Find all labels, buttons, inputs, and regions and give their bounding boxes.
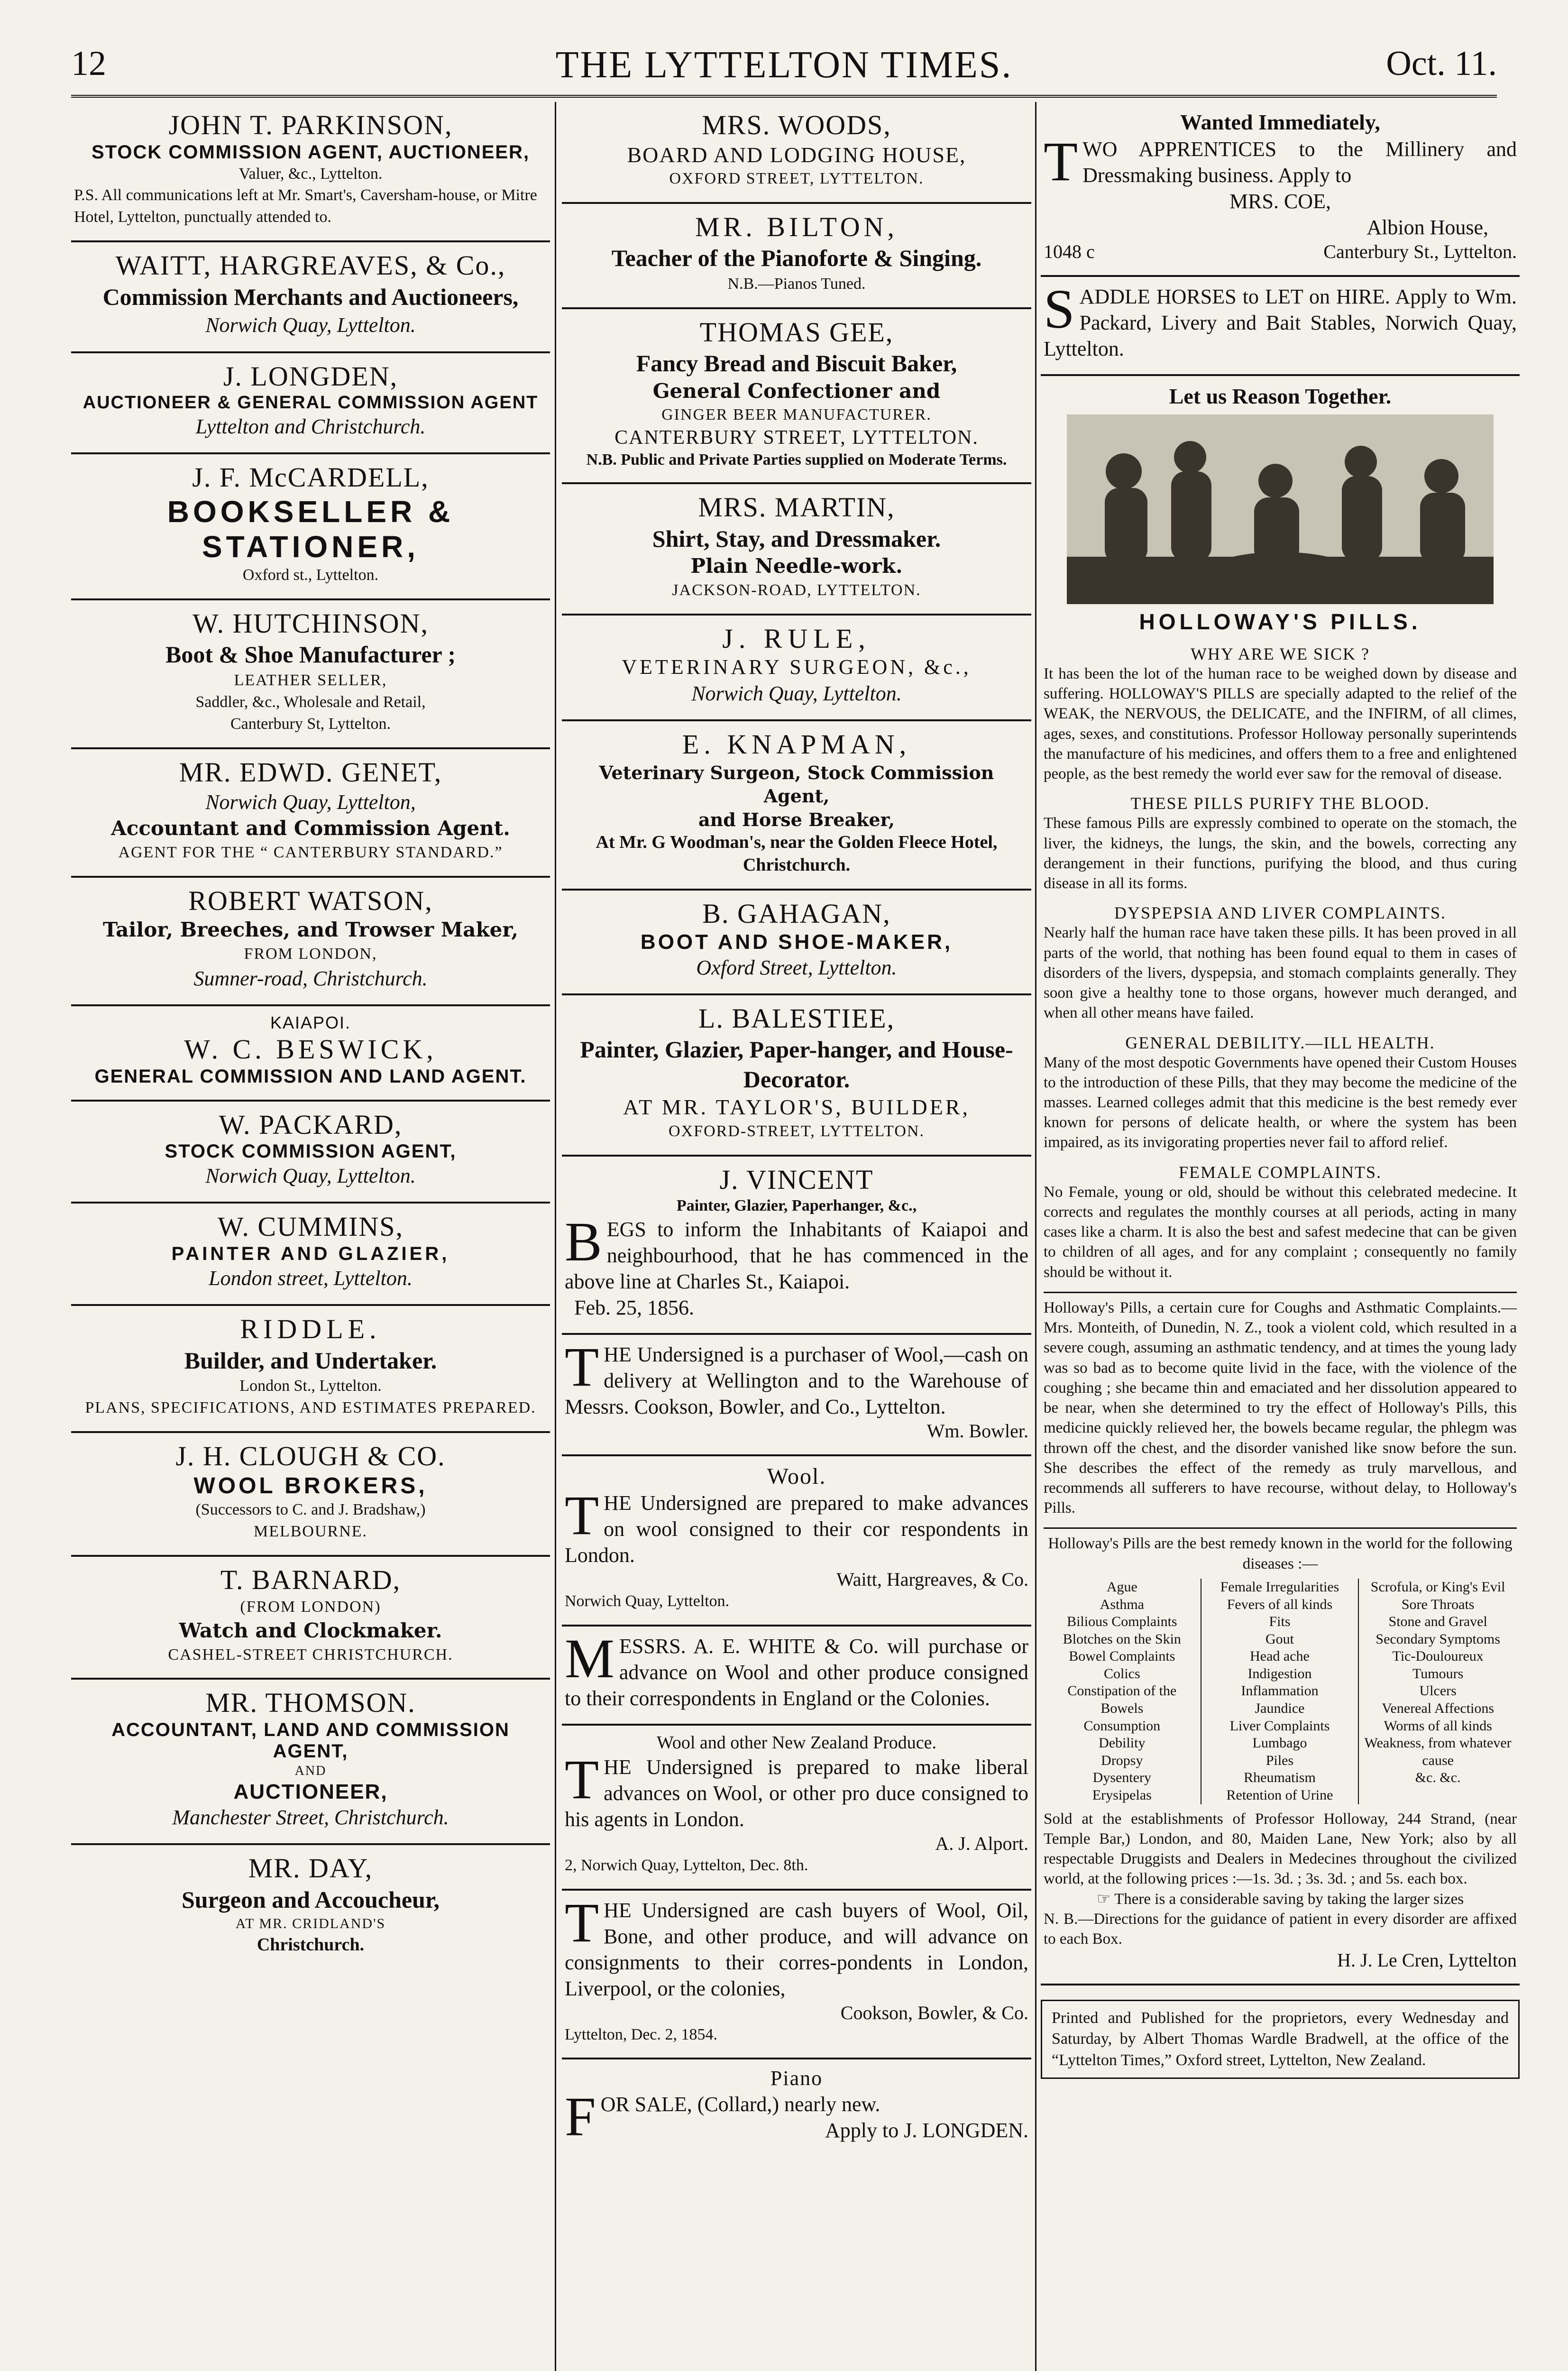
figure-head xyxy=(1424,459,1458,493)
advertiser-name: T. BARNARD, xyxy=(220,1564,401,1595)
ad-address: Norwich Quay, Lyttelton. xyxy=(565,1592,730,1610)
ad-date: Feb. 25, 1856. xyxy=(574,1296,694,1319)
ad-body: HE Undersigned are prepared to make advances on wool consigned to their cor respondents in London. xyxy=(565,1491,1028,1567)
ad-number: 1048 c xyxy=(1044,240,1095,262)
ad-address: Sumner-road, Christchurch. xyxy=(193,966,428,990)
ad-address: CASHEL-STREET CHRISTCHURCH. xyxy=(168,1645,453,1663)
ad-balestiee xyxy=(562,995,1031,1157)
ailment-item: Consumption xyxy=(1083,1718,1161,1734)
ailment-item: Bilious Complaints xyxy=(1067,1614,1177,1630)
ad-signature: Cookson, Bowler, & Co. xyxy=(840,2002,1028,2023)
advertiser-role: Fancy Bread and Biscuit Baker, xyxy=(636,350,957,377)
advertiser-role: Surgeon and Accoucheur, xyxy=(181,1886,440,1913)
ad-line: KAIAPOI. xyxy=(270,1013,351,1033)
section-heading: THESE PILLS PURIFY THE BLOOD. xyxy=(1130,794,1430,813)
ad-body: ADDLE HORSES to LET on HIRE. Apply to Wm. Packard, Livery and Bait Stables, Norwich Quay, Lyttelton. xyxy=(1044,285,1517,360)
advertiser-role: Painter, Glazier, Paper-hanger, and House-Decorator. xyxy=(580,1036,1013,1093)
ad-cummins xyxy=(71,1204,550,1306)
ad-body: ESSRS. A. E. WHITE & Co. will purchase or advance on Wool and other produce consigned to their correspondents in England or the Colonies. xyxy=(565,1635,1028,1710)
ad-signature: Wm. Bowler. xyxy=(926,1420,1028,1442)
ad-signature: A. J. Alport. xyxy=(935,1832,1028,1854)
ad-body: OR SALE, (Collard,) nearly new. xyxy=(600,2093,880,2116)
ad-beswick xyxy=(71,1006,550,1102)
figure-head xyxy=(1345,446,1377,478)
ailment-item: Stone and Gravel xyxy=(1388,1614,1487,1630)
ad-day xyxy=(71,1845,550,1968)
advertiser-role: Tailor, Breeches, and Trowser Maker, xyxy=(102,918,519,942)
advertiser-role: WOOL BROKERS, xyxy=(193,1473,428,1498)
figure-head xyxy=(1106,453,1142,489)
advertiser-role: Watch and Clockmaker. xyxy=(179,1619,442,1642)
section-body: No Female, young or old, should be without this celebrated medecine. It corrects and regulates the monthly courses at all periods, acting in many cases like a charm. It is also the best and safest medecine that can be given to children of all ages, and for any complaint ; consequently no family should be without it. xyxy=(1044,1183,1517,1281)
ad-heading: Piano xyxy=(770,2067,823,2090)
ailment-item: Inflammation xyxy=(1241,1683,1319,1699)
ad-cookson xyxy=(562,1891,1031,2060)
advertiser-name: ROBERT WATSON, xyxy=(188,885,433,916)
ad-martin xyxy=(562,484,1031,616)
brand-title: HOLLOWAY'S PILLS. xyxy=(1139,609,1421,634)
figure-body xyxy=(1420,493,1465,564)
advertiser-name: WAITT, HARGREAVES, & Co., xyxy=(115,250,506,281)
ad-rule xyxy=(562,616,1031,722)
ailment-item: Colics xyxy=(1103,1665,1140,1682)
ad-wool xyxy=(562,1456,1031,1627)
ailment-item: Indigestion xyxy=(1247,1665,1312,1682)
section-heading: DYSPEPSIA AND LIVER COMPLAINTS. xyxy=(1114,903,1447,923)
section-body: Many of the most despotic Governments have opened their Custom Houses to the introduction of these Pills, that they may become the medicine of the masses. Learned colleges admit that this medicine is the best remedy ever known for persons of delicate health, or where the system has been impaired, as its invigorating properties never fail to afford relief. xyxy=(1044,1054,1517,1151)
ad-address: Christchurch. xyxy=(257,1934,365,1955)
ad-address: Oxford Street, Lyttelton. xyxy=(696,956,897,979)
ad-bilton xyxy=(562,204,1031,309)
ailment-item: Tumours xyxy=(1412,1665,1464,1682)
ad-address: MELBOURNE. xyxy=(253,1522,368,1540)
ad-address: OXFORD-STREET, LYTTELTON. xyxy=(669,1122,925,1140)
masthead xyxy=(71,38,1497,85)
advertiser-role: Accountant and Commission Agent. xyxy=(111,817,510,840)
ailment-item: Piles xyxy=(1265,1752,1294,1768)
advertiser-role: STOCK COMMISSION AGENT, AUCTIONEER, xyxy=(91,141,530,163)
ad-watson xyxy=(71,878,550,1006)
testimonial-body: Holloway's Pills, a certain cure for Coughs and Asthmatic Complaints.—Mrs. Monteith, of Dunedin, N. Z., took a violent cold, which resulted in a severe cough, assuming an asthmatic tendency, and at times the young lady was so bad as to become quite livid in the face, with the violence of the coughing ; she became thin and emaciated and her dissolution appeared to be near, when she determined to try the effect of Holloway's Pills, this medicine quickly relieved her, the bowels became regular, the phlegm was thrown off the chest, and the disorder vanished like snow before the sun. She describes the effect of the remedy as truly marvellous, and recommends all sufferers to have recourse, without delay, to Holloway's Pills. xyxy=(1044,1292,1517,1518)
newspaper-title: THE LYTTELTON TIMES. xyxy=(555,44,1013,86)
advertiser-role: VETERINARY SURGEON, &c., xyxy=(622,655,972,679)
ad-line: AGENT FOR THE “ CANTERBURY STANDARD.” xyxy=(118,843,503,861)
section-body: It has been the lot of the human race to be weighed down by disease and suffering. HOLLOWAY'S PILLS are specially adapted to the relief of the WEAK, the NERVOUS, the DELICATE, and the INFIRM, of all climes, ages, sexes, and constitutions. Professor Holloway personally superintends the manufacture of his medicines, and offers them to a free and enlightened people, as the best remedy the world ever saw for the removal of disease. xyxy=(1044,665,1517,783)
ailment-item: Female Irregularities xyxy=(1220,1579,1339,1595)
ailment-item: Debility xyxy=(1099,1735,1146,1751)
advertiser-role: BOARD AND LODGING HOUSE, xyxy=(627,142,966,167)
ailment-item: Liver Complaints xyxy=(1229,1718,1330,1734)
ad-address: Norwich Quay, Lyttelton. xyxy=(205,313,416,337)
ailment-item: Scrofula, or King's Evil xyxy=(1370,1579,1505,1595)
ad-address: OXFORD STREET, LYTTELTON. xyxy=(669,169,924,187)
ad-line: AND xyxy=(294,1764,327,1779)
ad-address: Oxford st., Lyttelton. xyxy=(242,566,379,584)
ailment-item: Venereal Affections xyxy=(1382,1700,1495,1717)
ad-bowler xyxy=(562,1335,1031,1456)
ad-white xyxy=(562,1627,1031,1726)
ailment-item: Gout xyxy=(1265,1631,1294,1647)
ad-address: Manchester Street, Christchurch. xyxy=(172,1805,449,1829)
ad-body: HE Undersigned are cash buyers of Wool, Oil, Bone, and other produce, and will advance on consignments to their corres-pondents in London, Liverpool, or the colonies, xyxy=(565,1898,1028,2000)
advertiser-name: L. BALESTIEE, xyxy=(698,1002,895,1034)
ad-heading: Wool. xyxy=(767,1463,826,1489)
ad-hutchinson xyxy=(71,600,550,749)
column-1 xyxy=(71,102,550,2371)
advertiser-role: AUCTIONEER, xyxy=(233,1780,388,1803)
saving-note: ☞ There is a considerable saving by taking the larger sizes xyxy=(1096,1890,1464,1908)
ad-gahagan xyxy=(562,891,1031,995)
page-number: 12 xyxy=(71,44,106,83)
column-divider xyxy=(555,102,556,2371)
ailment-item: Tic-Douloureux xyxy=(1392,1648,1484,1664)
ad-address: Canterbury St., Lyttelton. xyxy=(1323,240,1517,262)
figure-head xyxy=(1258,464,1293,498)
advertiser-name: JOHN T. PARKINSON, xyxy=(168,110,453,140)
drop-cap: T xyxy=(565,1748,599,1810)
ad-vincent xyxy=(562,1157,1031,1335)
advertiser-name: MRS. MARTIN, xyxy=(698,492,895,523)
ailment-item: Jaundice xyxy=(1255,1700,1305,1717)
advertiser-name: W. C. BESWICK, xyxy=(184,1034,437,1065)
ailment-item: Rheumatism xyxy=(1244,1770,1316,1786)
ailment-item: Retention of Urine xyxy=(1226,1787,1333,1803)
ad-line: Apply to J. LONGDEN. xyxy=(825,2119,1028,2142)
advertiser-name: MRS. WOODS, xyxy=(702,110,891,140)
ailments-column xyxy=(1359,1579,1517,1804)
ad-line: (Successors to C. and J. Bradshaw,) xyxy=(195,1500,426,1518)
section-heading: FEMALE COMPLAINTS. xyxy=(1178,1162,1382,1182)
ailment-item: Ague xyxy=(1106,1579,1137,1595)
ad-line: GINGER BEER MANUFACTURER. xyxy=(661,406,932,424)
ad-address: Norwich Quay, Lyttelton. xyxy=(205,1164,416,1188)
column-3 xyxy=(1041,102,1520,2371)
ailment-item: Dysentery xyxy=(1092,1770,1151,1786)
ad-line: FROM LONDON, xyxy=(244,945,377,963)
advertiser-role: and Horse Breaker, xyxy=(698,809,895,830)
figure-body xyxy=(1342,476,1382,561)
section-body: These famous Pills are expressly combined to operate on the stomach, the liver, the kidneys, the lungs, the skin, and the bowels, correcting any derangement in their functions, purifying the blood, and thus curing disease in all its forms. xyxy=(1044,815,1517,892)
ailments-column xyxy=(1044,1579,1201,1804)
advertiser-role: ACCOUNTANT, LAND AND COMMISSION AGENT, xyxy=(111,1719,510,1762)
ad-genet xyxy=(71,749,550,878)
ad-alport xyxy=(562,1726,1031,1890)
advertiser-name: MR. EDWD. GENET, xyxy=(179,756,442,788)
ad-address: Norwich Quay, Lyttelton. xyxy=(691,682,902,706)
ad-line: AT MR. CRIDLAND'S xyxy=(235,1916,386,1932)
advertiser-name: THOMAS GEE, xyxy=(699,316,894,348)
ad-longden xyxy=(71,353,550,455)
advertiser-name: MR. DAY, xyxy=(248,1853,373,1884)
ailment-item: Ulcers xyxy=(1419,1683,1457,1699)
sales-notice: Sold at the establishments of Professor Holloway, 244 Strand, (near Temple Bar,) London, and 80, Maiden Lane, New York; also by all respectable Druggists and Dealers in Medecines throughout the civilized world, at the following prices :—1s. 3d. ; 3s. 3d. ; and 5s. each box. xyxy=(1044,1810,1517,1888)
ad-parkinson xyxy=(71,102,550,242)
ad-clough xyxy=(71,1433,550,1556)
figure-head xyxy=(1174,441,1206,473)
advertiser-name: RIDDLE. xyxy=(240,1314,381,1345)
ad-piano xyxy=(562,2059,1031,2156)
section-heading: WHY ARE WE SICK ? xyxy=(1191,644,1370,663)
advertiser-role: AUCTIONEER & GENERAL COMMISSION AGENT xyxy=(83,393,539,413)
advertiser-name: J. F. McCARDELL, xyxy=(192,462,429,493)
ailments-table xyxy=(1044,1579,1517,1804)
drop-cap: T xyxy=(565,1484,599,1547)
ad-body: HE Undersigned is a purchaser of Wool,—cash on delivery at Wellington and to the Warehouse of Messrs. Cookson, Bowler, and Co., Lyttelton. xyxy=(565,1342,1028,1418)
figure-body xyxy=(1105,488,1147,564)
ad-address: Albion House, xyxy=(1366,215,1488,239)
advertiser-role: Builder, and Undertaker. xyxy=(184,1347,437,1374)
ad-heading: Wanted Immediately, xyxy=(1180,110,1380,134)
advertiser-name: B. GAHAGAN, xyxy=(702,898,891,929)
drop-cap: T xyxy=(1044,130,1078,193)
ailment-item: Weakness, from whatever cause xyxy=(1364,1735,1512,1768)
section-body: Nearly half the human race have taken these pills. It has been proved in all parts of the world, that nothing has been found equal to them in cases of disorders of the livers, dyspepsia, and stomach complaints generally. They soon give a healthy tone to those organs, however much deranged, and when all other means have failed. xyxy=(1044,924,1517,1022)
column-divider xyxy=(1035,102,1036,2371)
ad-address: Norwich Quay, Lyttelton, xyxy=(205,790,416,814)
ailment-item: Fits xyxy=(1269,1614,1291,1630)
column-2 xyxy=(562,102,1031,2371)
ad-line: Valuer, &c., Lyttelton. xyxy=(238,165,383,183)
drop-cap: S xyxy=(1044,277,1075,340)
advertiser-role: PAINTER AND GLAZIER, xyxy=(171,1243,450,1265)
ad-address: Canterbury St, Lyttelton. xyxy=(230,715,391,733)
ad-waitt xyxy=(71,242,550,353)
advertiser-role: Boot & Shoe Manufacturer ; xyxy=(165,641,456,668)
drop-cap: T xyxy=(565,1335,599,1398)
ailment-item: Worms of all kinds xyxy=(1384,1718,1492,1734)
advertiser-name: E. KNAPMAN, xyxy=(682,729,911,760)
advertiser-role: Teacher of the Pianoforte & Singing. xyxy=(611,245,982,272)
ailment-item: Head ache xyxy=(1250,1648,1310,1664)
advertiser-name: J. VINCENT xyxy=(719,1164,874,1195)
masthead-rule xyxy=(71,95,1497,98)
ailment-item: Dropsy xyxy=(1101,1752,1143,1768)
ailment-item: Erysipelas xyxy=(1092,1787,1152,1803)
ad-line: N.B. Public and Private Parties supplied on Moderate Terms. xyxy=(586,450,1007,469)
section-heading: GENERAL DEBILITY.—ILL HEALTH. xyxy=(1125,1033,1435,1052)
ad-address: CANTERBURY STREET, LYTTELTON. xyxy=(614,427,979,449)
ailment-item: Constipation of the Bowels xyxy=(1067,1683,1177,1717)
advertiser-name: MR. BILTON, xyxy=(695,211,898,242)
advertiser-role: Plain Needle-work. xyxy=(690,554,903,578)
ad-line: PLANS, SPECIFICATIONS, AND ESTIMATES PREPARED. xyxy=(85,1399,536,1417)
ailment-item: Sore Throats xyxy=(1401,1596,1475,1612)
advertiser-name: W. CUMMINS, xyxy=(217,1211,404,1242)
ailment-item: Blotches on the Skin xyxy=(1063,1631,1181,1647)
ad-heading: Wool and other New Zealand Produce. xyxy=(657,1733,936,1753)
ad-body: EGS to inform the Inhabitants of Kaiapoi and neighbourhood, that he has commenced in the above line at Charles St., Kaiapoi. xyxy=(565,1217,1028,1293)
engraving-illustration xyxy=(1067,414,1494,604)
advertiser-name: MRS. COE, xyxy=(1229,189,1331,213)
ad-address: Lyttelton, Dec. 2, 1854. xyxy=(565,2025,718,2043)
ad-address: At Mr. G Woodman's, near the Golden Fleece Hotel, Christchurch. xyxy=(596,832,998,875)
ad-line: LEATHER SELLER, xyxy=(234,671,387,689)
ad-packard xyxy=(71,1102,550,1204)
ad-signature: H. J. Le Cren, Lyttelton xyxy=(1337,1949,1517,1971)
advertiser-role: BOOKSELLER & STATIONER, xyxy=(167,494,454,564)
advertiser-role: General Confectioner and xyxy=(652,379,941,403)
ailment-item: Fevers of all kinds xyxy=(1227,1596,1333,1612)
ad-address: 2, Norwich Quay, Lyttelton, Dec. 8th. xyxy=(565,1856,808,1874)
advertiser-name: J. H. CLOUGH & CO. xyxy=(175,1441,446,1472)
ad-saddle-horses xyxy=(1041,277,1520,376)
advertiser-role: Commission Merchants and Auctioneers, xyxy=(102,283,519,310)
advertiser-role: Veterinary Surgeon, Stock Commission Agent, xyxy=(599,762,994,807)
advertiser-role: Painter, Glazier, Paperhanger, &c., xyxy=(676,1197,917,1215)
ad-mccardell xyxy=(71,454,550,600)
ad-body: HE Undersigned is prepared to make liberal advances on Wool, or other pro duce consigned to his agents in London. xyxy=(565,1755,1028,1831)
advertiser-role: Shirt, Stay, and Dressmaker. xyxy=(652,525,941,552)
reclining-figure xyxy=(1209,552,1351,590)
ad-address: London street, Lyttelton. xyxy=(209,1267,413,1290)
figure-body xyxy=(1171,471,1211,561)
ad-woods xyxy=(562,102,1031,204)
ailment-item: Bowel Complaints xyxy=(1069,1648,1175,1664)
advertiser-name: J. RULE, xyxy=(722,623,871,654)
ailment-item: &c. &c. xyxy=(1415,1770,1461,1786)
directions-note: N. B.—Directions for the guidance of patient in every disorder are affixed to each Box. xyxy=(1044,1910,1517,1948)
drop-cap: T xyxy=(565,1891,599,1954)
ailment-item: Lumbago xyxy=(1252,1735,1307,1751)
advertiser-role: STOCK COMMISSION AGENT, xyxy=(165,1141,457,1162)
ad-signature: Waitt, Hargreaves, & Co. xyxy=(836,1569,1028,1590)
ad-line: N.B.—Pianos Tuned. xyxy=(727,275,866,293)
ad-gee xyxy=(562,309,1031,484)
ad-barnard xyxy=(71,1557,550,1680)
ailment-item: Secondary Symptoms xyxy=(1375,1631,1500,1647)
ad-riddle xyxy=(71,1306,550,1433)
drop-cap: F xyxy=(565,2086,596,2148)
ad-knapman xyxy=(562,721,1031,891)
ad-holloway xyxy=(1041,376,1520,1986)
advertiser-role: BOOT AND SHOE-MAKER, xyxy=(640,930,953,954)
advertiser-name: W. PACKARD, xyxy=(219,1109,403,1140)
ad-line: Saddler, &c., Wholesale and Retail, xyxy=(195,693,426,711)
ad-line: AT MR. TAYLOR'S, BUILDER, xyxy=(623,1095,970,1120)
ad-line: (FROM LONDON) xyxy=(240,1598,381,1616)
advertiser-name: J. LONGDEN, xyxy=(223,360,398,392)
advertiser-name: W. HUTCHINSON, xyxy=(193,607,429,639)
ailments-column xyxy=(1201,1579,1359,1804)
issue-date: Oct. 11. xyxy=(1386,44,1497,83)
ailment-item: Asthma xyxy=(1100,1596,1144,1612)
ad-thomson xyxy=(71,1680,550,1845)
drop-cap: M xyxy=(565,1627,614,1690)
ad-heading: Let us Reason Together. xyxy=(1169,384,1392,408)
ad-postscript: P.S. All communications left at Mr. Smart's, Caversham-house, or Mitre Hotel, Lyttelton, punctually attended to. xyxy=(74,186,537,226)
ailments-intro: Holloway's Pills are the best remedy known in the world for the following diseases :— xyxy=(1044,1527,1517,1573)
ad-body: WO APPRENTICES to the Millinery and Dressmaking business. Apply to xyxy=(1082,137,1517,187)
ad-coe xyxy=(1041,102,1520,277)
ad-address: Lyttelton and Christchurch. xyxy=(195,415,426,439)
drop-cap: B xyxy=(565,1210,602,1273)
advertiser-role: GENERAL COMMISSION AND LAND AGENT. xyxy=(94,1066,527,1087)
ad-address: JACKSON-ROAD, LYTTELTON. xyxy=(672,581,921,599)
printer-imprint: Printed and Published for the proprietors, every Wednesday and Saturday, by Albert Thomas Wardle Bradwell, at the office of the “Lyttelton Times,” Oxford street, Lyttelton, New Zealand. xyxy=(1041,2000,1520,2079)
ad-address: London St., Lyttelton. xyxy=(239,1377,382,1395)
advertiser-name: MR. THOMSON. xyxy=(205,1687,416,1719)
